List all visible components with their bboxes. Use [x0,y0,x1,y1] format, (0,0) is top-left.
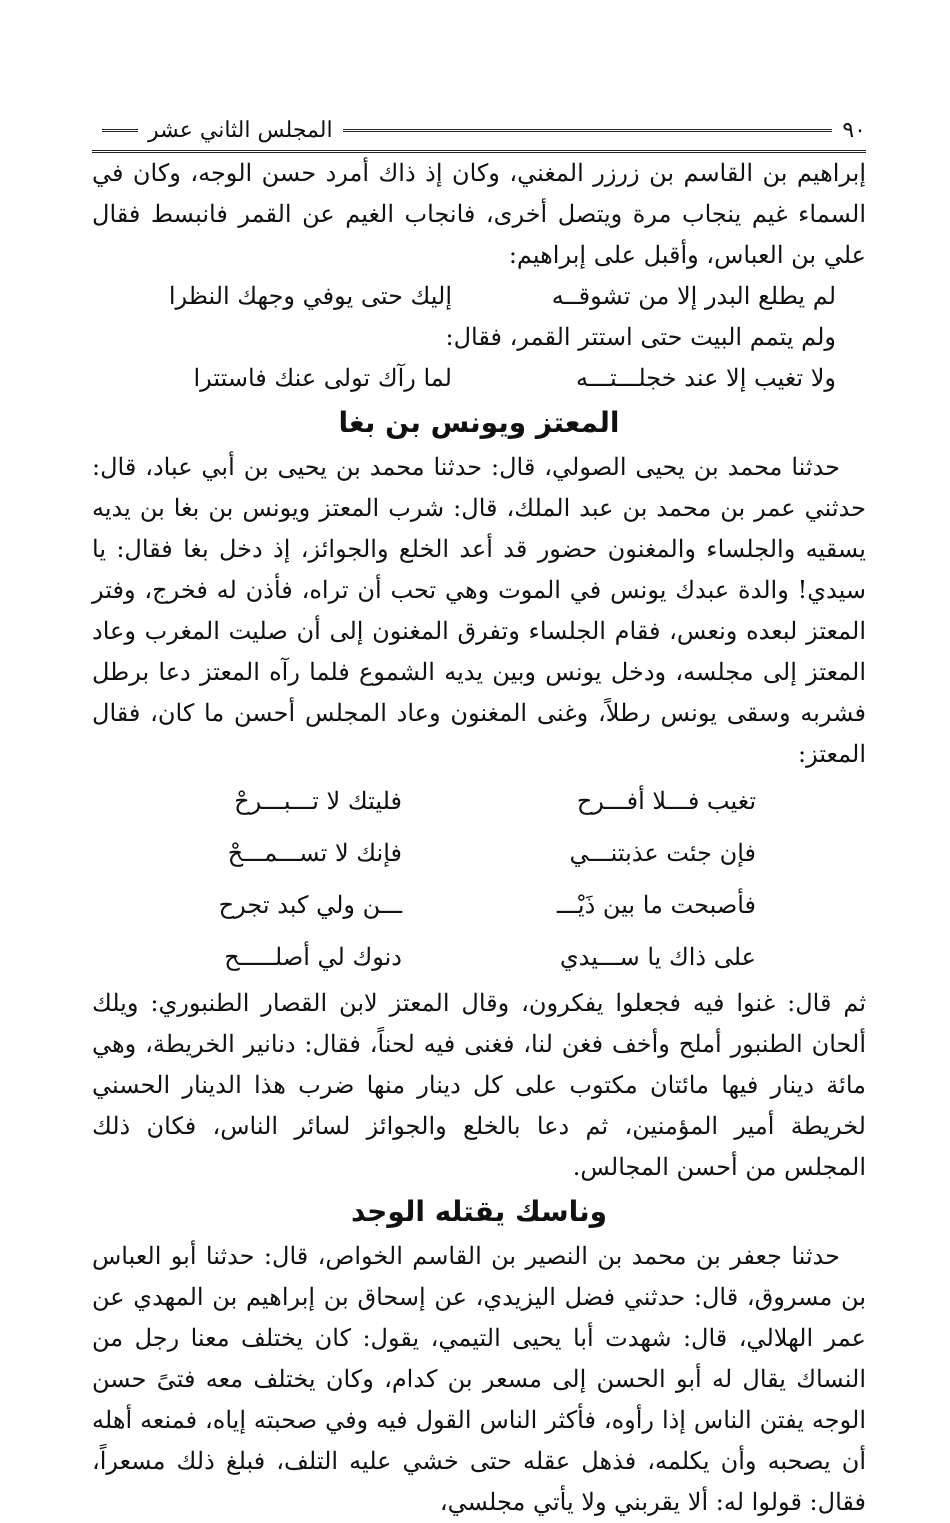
verse-first-hemistich: تغيب فـــلا أفـــرح [576,787,756,815]
verse-second-hemistich: فإنك لا تســـمـــحْ [227,839,402,867]
verse-line [92,827,866,879]
verse-line [92,276,866,317]
verse-line [92,358,866,399]
section-body [92,1236,866,1523]
verse-line [92,879,866,931]
running-header [92,112,866,153]
bridge-text: ولم يتمم البيت حتى استتر القمر، فقال: [445,323,836,351]
section-body [92,983,866,1188]
header-rule-end [102,129,138,132]
verse-second-hemistich: إليك حتى يوفي وجهك النظرا [168,282,452,310]
verse-first-hemistich: ولا تغيب إلا عند خجلـــتـــه [576,364,836,392]
section-paragraph: حدثنا محمد بن يحيى الصولي، قال: حدثنا محمد بن يحيى بن أبي عباد، قال: حدثني عمر بن محمد بن عبد الملك، قال: شرب المعتز ويونس بن بغا بن يديه يسقيه والجلساء والمغنون حضور قد أعد الخلع والجوائز، إذ دخل بغا فقال: يا سيدي! والدة عبدك يونس في الموت وهي تحب أن تراه، فأذن له فخرج، وفتر المعتز لبعده ونعس، فقام الجلساء وتفرق المغنون إلى أن صليت المغرب وعاد المعتز إلى مجلسه، ودخل يونس وبين يديه الشموع فلما رآه المعتز دعا برطل فشربه وسقى يونس رطلاً، وغنى المغنون وعاد المجلس أحسن ما كان، فقال المعتز: [92,453,866,768]
intro-paragraph: إبراهيم بن القاسم بن زرزر المغني، وكان إذ ذاك أمرد حسن الوجه، وكان في السماء غيم ينجاب مرة ويتصل أخرى، فانجاب الغيم عن القمر فانبسط فقال علي بن العباس، وأقبل على إبراهيم: [92,159,866,269]
verse-line [92,931,866,983]
section-body [92,447,866,775]
section-heading: وناسك يقتله الوجد [350,1195,608,1228]
verse-first-hemistich: فأصبحت ما بين ذَيْـــ [556,891,756,919]
section-paragraph: حدثنا جعفر بن محمد بن النصير بن القاسم الخواص، قال: حدثنا أبو العباس بن مسروق، قال: حدثني فضل اليزيدي، عن إسحاق بن إبراهيم بن المهدي عن عمر الهلالي، قال: شهدت أبا يحيى التيمي، يقول: كان يختلف معنا رجل من النساك يقال له أبو الحسن إلى مسعر بن كدام، وكان يختلف معه فتىً حسن الوجه يفتن الناس إذا رأوه، فأكثر الناس القول فيه وفي صحبته إياه، فمنعه أهله أن يصحبه وأن يكلمه، فذهل عقله حتى خشي عليه التلف، فبلغ ذلك مسعراً، فقال: قولوا له: ألا يقربني ولا يأتي مجلسي، [92,1242,866,1516]
verse-second-hemistich: لما رآك تولى عنك فاستترا [193,364,452,392]
header-rule [343,129,833,132]
verse-first-hemistich: لم يطلع البدر إلا من تشوقــه [551,282,836,310]
verse-line [92,775,866,827]
section-paragraph: ثم قال: غنوا فيه فجعلوا يفكرون، وقال المعتز لابن القصار الطنبوري: ويلك ألحان الطنبور أملح وأخف فغن لنا، فغنى فيه لحناً، فقال: دنانير الخريطة، وهي مائة دينار فيها مائتان مكتوب على كل دينار منها ضرب هذا الدينار الحسني لخريطة أمير المؤمنين، ثم دعا بالخلع والجوائز لسائر الناس، فكان ذلك المجلس من أحسن المجالس. [92,989,866,1181]
poem-stanza [92,775,866,983]
section-heading: المعتز ويونس بن بغا [338,406,620,439]
verse-first-hemistich: فإن جئت عذبتنـــي [569,839,756,867]
page-number: ٩٠ [842,117,866,143]
verse-second-hemistich: دنوك لي أصلـــــح [224,943,402,971]
verse-second-hemistich: فليتك لا تـــبـــرحْ [234,787,402,815]
running-title: المجلس الثاني عشر [148,117,333,143]
verse-second-hemistich: ـــن ولي كبد تجرح [218,891,402,919]
intro-block [92,153,866,399]
verse-first-hemistich: على ذاك يا ســـيدي [559,943,756,971]
book-page [92,112,866,1523]
